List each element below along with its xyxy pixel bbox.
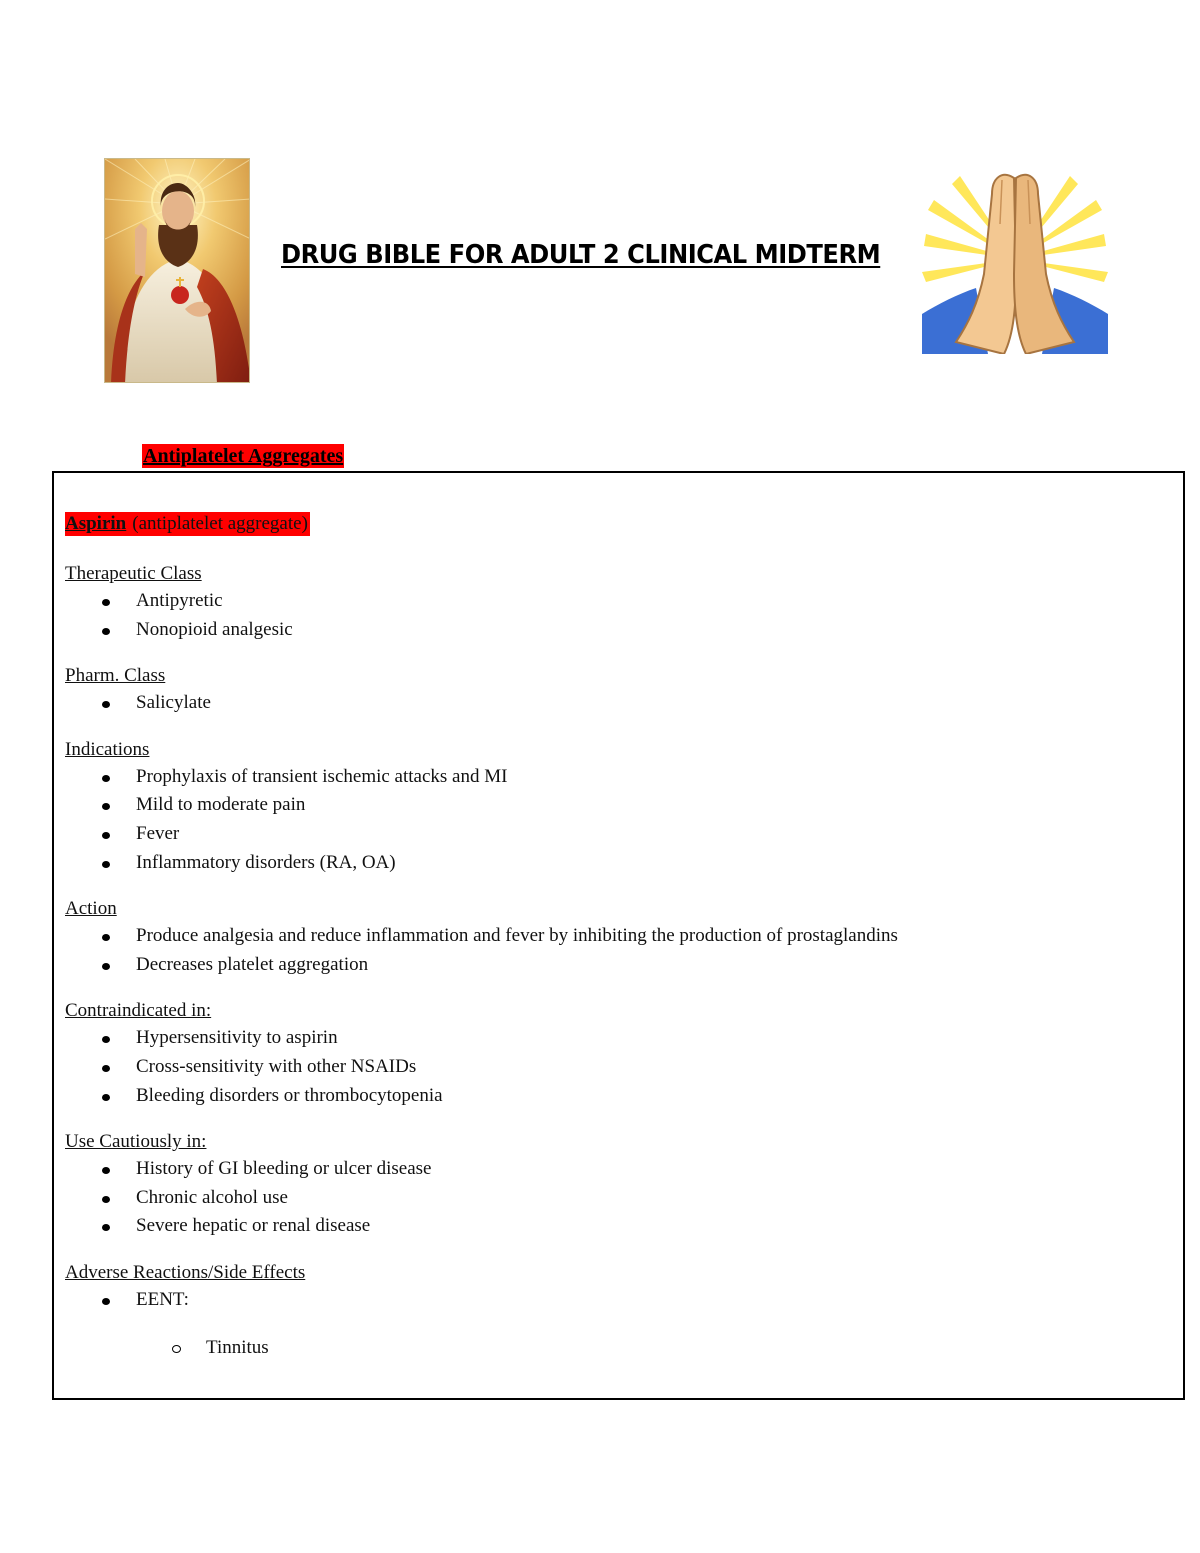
group-list <box>65 689 1165 718</box>
sub-list-item-text: Tinnitus <box>206 1336 269 1358</box>
list-item <box>65 791 1165 820</box>
list-item <box>65 616 1165 645</box>
group-title: Action <box>65 898 117 920</box>
bullet-icon <box>102 628 110 635</box>
list-item-text: Decreases platelet aggregation <box>136 953 369 975</box>
list-item <box>65 1286 1165 1315</box>
hollow-bullet-icon <box>172 1345 181 1353</box>
bullet-icon <box>102 861 110 868</box>
list-item-text: Salicylate <box>136 692 211 714</box>
group-list <box>65 1286 1165 1315</box>
group-use-cautiously <box>65 1129 1165 1241</box>
list-item <box>65 1184 1165 1213</box>
group-list <box>65 922 1165 979</box>
bullet-icon <box>102 775 110 782</box>
group-title: Pharm. Class <box>65 665 166 687</box>
list-item <box>65 1024 1165 1053</box>
list-item-text: EENT: <box>136 1288 189 1310</box>
group-indications <box>65 737 1165 877</box>
list-item <box>65 820 1165 849</box>
list-item <box>65 1155 1165 1184</box>
bullet-icon <box>102 599 110 606</box>
group-list <box>65 763 1165 877</box>
list-item <box>65 763 1165 792</box>
jesus-portrait-icon <box>105 159 250 383</box>
list-item <box>65 849 1165 878</box>
list-item-text: Chronic alcohol use <box>136 1186 288 1208</box>
sub-list-item <box>65 1334 1165 1363</box>
bullet-icon <box>102 701 110 708</box>
bullet-icon <box>102 1065 110 1072</box>
section-heading: Antiplatelet Aggregates <box>143 445 344 467</box>
drug-header <box>65 512 310 536</box>
group-list <box>65 1155 1165 1241</box>
drug-content <box>65 561 1165 1362</box>
group-adverse-reactions <box>65 1260 1165 1362</box>
list-item <box>65 951 1165 980</box>
drug-subtitle: (antiplatelet aggregate) <box>132 513 308 534</box>
bullet-icon <box>102 1298 110 1305</box>
list-item <box>65 587 1165 616</box>
group-title: Indications <box>65 738 150 760</box>
list-item-text: Mild to moderate pain <box>136 794 306 816</box>
bullet-icon <box>102 1224 110 1231</box>
list-item-text: Hypersensitivity to aspirin <box>136 1027 338 1049</box>
praying-hands-image <box>918 164 1112 354</box>
group-title: Therapeutic Class <box>65 563 202 584</box>
list-item-text: Nonopioid analgesic <box>136 618 293 640</box>
list-item <box>65 922 1165 951</box>
list-item <box>65 689 1165 718</box>
list-item <box>65 1212 1165 1241</box>
list-item-text: Fever <box>136 822 180 844</box>
bullet-icon <box>102 832 110 839</box>
list-item-text: Produce analgesia and reduce inflammation and fever by inhibiting the production of prostaglandins <box>136 925 898 947</box>
drug-name: Aspirin <box>65 513 127 534</box>
group-list <box>65 587 1165 644</box>
group-pharm-class <box>65 663 1165 718</box>
religious-portrait-image <box>104 158 250 383</box>
group-contraindicated <box>65 998 1165 1110</box>
praying-hands-icon <box>918 164 1112 354</box>
group-list <box>65 1024 1165 1110</box>
sub-list <box>65 1334 1165 1363</box>
group-title: Use Cautiously in: <box>65 1131 207 1153</box>
list-item <box>65 1053 1165 1082</box>
bullet-icon <box>102 1196 110 1203</box>
list-item-text: Severe hepatic or renal disease <box>136 1215 371 1237</box>
list-item-text: Bleeding disorders or thrombocytopenia <box>136 1084 443 1106</box>
bullet-icon <box>102 963 110 970</box>
bullet-icon <box>102 1167 110 1174</box>
list-item-text: History of GI bleeding or ulcer disease <box>136 1158 432 1180</box>
bullet-icon <box>102 934 110 941</box>
list-item-text: Antipyretic <box>136 590 223 611</box>
bullet-icon <box>102 1036 110 1043</box>
group-therapeutic-class <box>65 561 1165 644</box>
list-item <box>65 1082 1165 1111</box>
document-title: DRUG BIBLE FOR ADULT 2 CLINICAL MIDTERM <box>281 240 881 270</box>
bullet-icon <box>102 1094 110 1101</box>
group-action <box>65 896 1165 979</box>
group-title: Contraindicated in: <box>65 1000 212 1022</box>
list-item-text: Cross-sensitivity with other NSAIDs <box>136 1055 417 1077</box>
list-item-text: Prophylaxis of transient ischemic attacks and MI <box>136 765 508 787</box>
drug-info-box <box>52 471 1185 1400</box>
group-title: Adverse Reactions/Side Effects <box>65 1261 306 1283</box>
list-item-text: Inflammatory disorders (RA, OA) <box>136 851 396 873</box>
bullet-icon <box>102 803 110 810</box>
